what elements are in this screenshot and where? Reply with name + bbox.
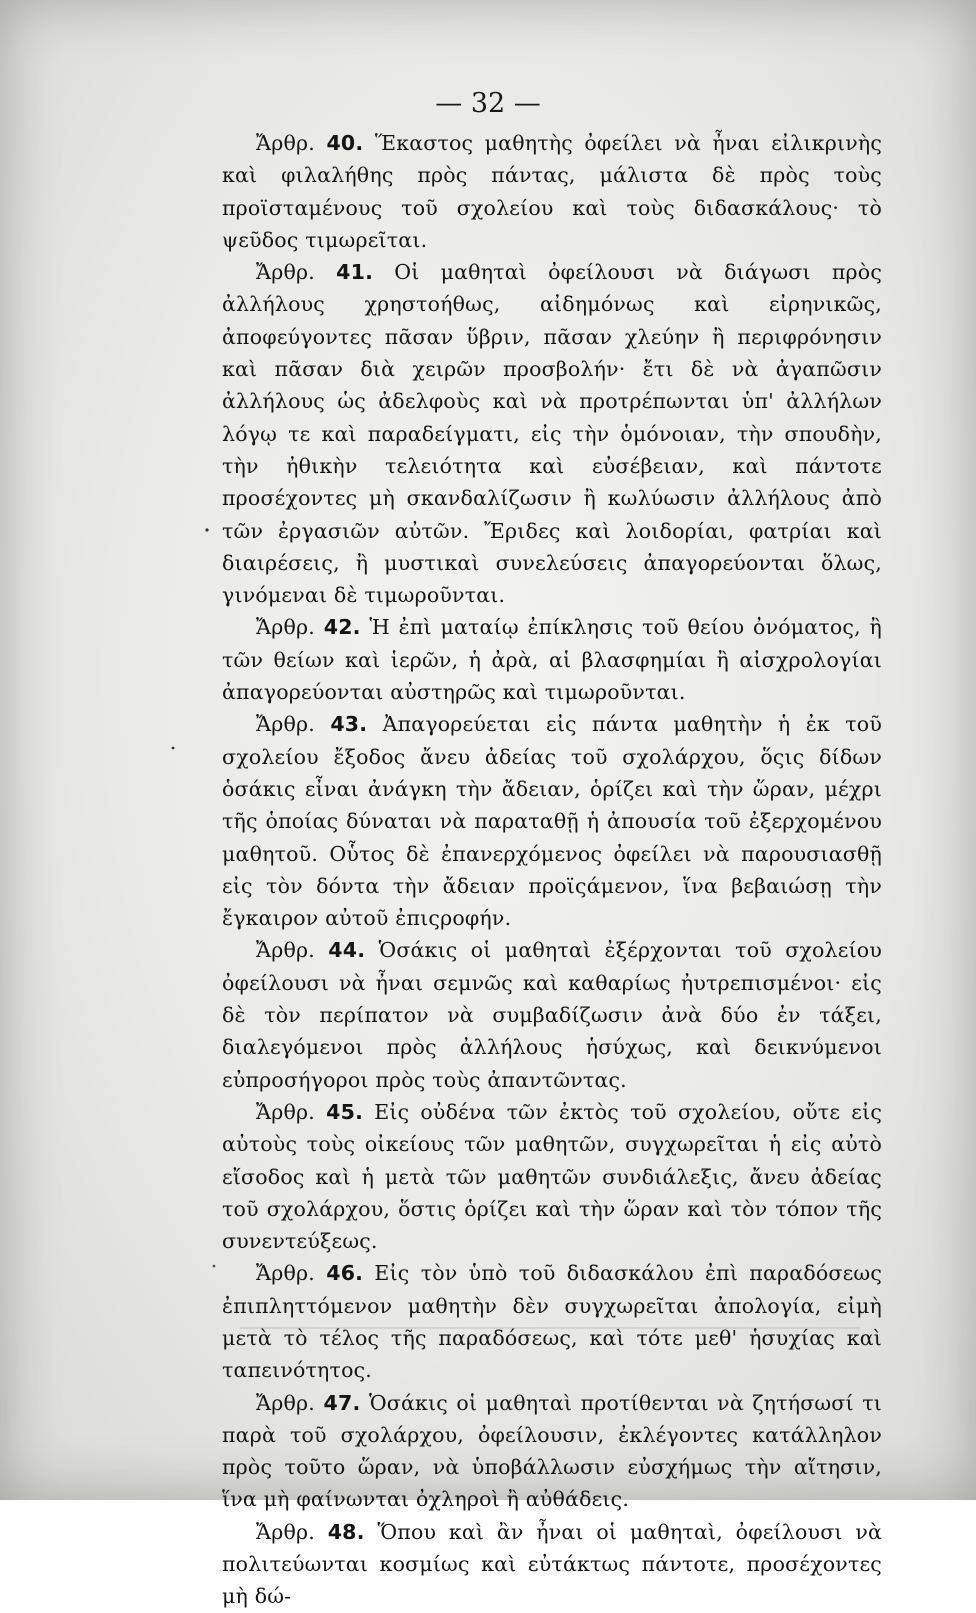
article-label: Ἄρθρ.: [256, 260, 316, 285]
article-label: Ἄρθρ.: [256, 615, 316, 640]
article-label: Ἄρθρ.: [256, 131, 316, 155]
article-body: Ἡ ἐπὶ ματαίῳ ἐπίκλησις τοῦ θείου ὀνόματος, ἢ τῶν θείων καὶ ἱερῶν, ἡ ἀρὰ, αἱ βλασφημίαι ἢ αἰσχρολογίαι ἀπαγορεύονται αὐστηρῶς καὶ τιμωροῦνται.: [222, 615, 883, 705]
article-label: Ἄρθρ.: [256, 1099, 316, 1124]
article-number: 46.: [326, 1261, 364, 1286]
article-45: [222, 1096, 882, 1257]
article-number: 40.: [326, 131, 364, 155]
margin-speck: [205, 528, 208, 531]
article-body: Οἱ μαθηταὶ ὀφείλουσι νὰ διάγωσι πρὸς ἀλλήλους χρηστοήθως, αἰδημόνως καὶ εἰρηνικῶς, ἀποφεύγοντες πᾶσαν ὕβριν, πᾶσαν χλεύην ἢ περιφρόνησιν καὶ πᾶσαν διὰ χειρῶν προσβολήν· ἔτι δὲ νὰ ἀγαπῶσιν ἀλλήλους ὡς ἀδελφοὺς καὶ νὰ προτρέπωνται ὑπ' ἀλλήλων λόγῳ τε καὶ παραδείγματι, εἰς τὴν ὁμόνοιαν, τὴν σπουδὴν, τὴν ἠθικὴν τελειότητα καὶ εὐσέβειαν, καὶ πάντοτε προσέχοντες μὴ σκανδαλίζωσιν ἢ κωλύωσιν ἀλλήλους ἀπὸ τῶν ἐργασιῶν αὐτῶν. Ἔριδες καὶ λοιδορίαι, φατρίαι καὶ διαιρέσεις, ἢ μυστικαὶ συνελεύσεις ἀπαγορεύονται ὅλως, γινόμεναι δὲ τιμωροῦνται.: [222, 260, 883, 608]
article-number: 43.: [330, 712, 368, 737]
article-42: [222, 611, 882, 708]
article-number: 48.: [327, 1519, 365, 1544]
article-body: Ὅπου καὶ ἂν ἦναι οἱ μαθηταὶ, ὀφείλουσι νὰ πολιτεύωνται κοσμίως καὶ εὐτάκτως πάντοτε, προσέχοντες μὴ δώ-: [222, 1519, 883, 1609]
article-number: 47.: [323, 1390, 361, 1415]
article-text-block: [222, 127, 882, 1613]
article-body: Ἀπαγορεύεται εἰς πάντα μαθητὴν ἡ ἐκ τοῦ σχολείου ἔξοδος ἄνευ ἀδείας τοῦ σχολάρχου, ὅςις δίδων ὁσάκις εἶναι ἀνάγκη τὴν ἄδειαν, ὁρίζει καὶ τὴν ὥραν, μέχρι τῆς ὁποίας δύναται νὰ παραταθῇ ἡ ἀπουσία τοῦ ἐξερχομένου μαθητοῦ. Οὗτος δὲ ἐπανερχόμενος ὀφείλει νὰ παρουσιασθῇ εἰς τὸν δόντα τὴν ἄδειαν προϊςάμενον, ἵνα βεβαιώσῃ τὴν ἔγκαιρον αὐτοῦ ἐπιςροφήν.: [222, 712, 883, 931]
article-43: [222, 708, 882, 934]
article-body: Εἰς τὸν ὑπὸ τοῦ διδασκάλου ἐπὶ παραδόσεως ἐπιπληττόμενον μαθητὴν δὲν συγχωρεῖται ἀπολογία, εἰμὴ μετὰ τὸ τέλος τῆς παραδόσεως, καὶ τότε μεθ' ἡσυχίας καὶ ταπεινότητος.: [222, 1261, 883, 1383]
article-body: Εἰς οὐδένα τῶν ἐκτὸς τοῦ σχολείου, οὔτε εἰς αὐτοὺς τοὺς οἰκείους τῶν μαθητῶν, συγχωρεῖται ἡ εἰς αὐτὸ εἴσοδος καὶ ἡ μετὰ τῶν μαθητῶν συνδιάλεξις, ἄνευ ἀδείας τοῦ σχολάρχου, ὅστις ὁρίζει καὶ τὴν ὥραν καὶ τὸν τόπον τῆς συνεντεύξεως.: [222, 1099, 883, 1254]
article-number: 45.: [326, 1099, 364, 1124]
article-body: Ὁσάκις οἱ μαθηταὶ ἐξέρχονται τοῦ σχολείου ὀφείλουσι νὰ ἦναι σεμνῶς καὶ καθαρίως ἠυτρεπισμένοι· εἰς δὲ τὸν περίπατον νὰ συμβαδίζωσιν ἀνὰ δύο ἐν τάξει, διαλεγόμενοι πρὸς ἀλλήλους ἡσύχως, καὶ δεικνύμενοι εὐπροσήγοροι πρὸς τοὺς ἀπαντῶντας.: [222, 938, 883, 1092]
page-number: — 32 —: [435, 88, 541, 119]
article-body: Ἕκαστος μαθητὴς ὀφείλει νὰ ἦναι εἰλικρινὴς καὶ φιλαλήθης πρὸς πάντας, μάλιστα δὲ πρὸς τοὺς προϊσταμένους τοῦ σχολείου καὶ τοὺς διδασκάλους· τὸ ψεῦδος τιμωρεῖται.: [222, 131, 883, 252]
article-label: Ἄρθρ.: [256, 938, 316, 963]
article-number: 44.: [328, 938, 366, 963]
article-48: [222, 1516, 882, 1613]
article-number: 42.: [323, 615, 361, 640]
article-44: [222, 934, 882, 1095]
article-label: Ἄρθρ.: [256, 1261, 316, 1286]
article-40: [222, 127, 882, 256]
article-label: Ἄρθρ.: [256, 712, 316, 737]
margin-speck: [213, 1265, 216, 1268]
article-label: Ἄρθρ.: [256, 1519, 316, 1544]
article-47: [222, 1387, 882, 1516]
article-label: Ἄρθρ.: [256, 1390, 316, 1415]
article-body: Ὁσάκις οἱ μαθηταὶ προτίθενται νὰ ζητήσωσί τι παρὰ τοῦ σχολάρχου, ὀφείλουσιν, ἐκλέγοντες κατάλληλον πρὸς τοῦτο ὥραν, νὰ ὑποβάλλωσιν εὐσχήμως τὴν αἴτησιν, ἵνα μὴ φαίνωνται ὀχληροὶ ἢ αὐθάδεις.: [222, 1390, 883, 1512]
article-46: [222, 1257, 882, 1386]
article-41: [222, 256, 882, 611]
margin-speck: [172, 747, 175, 750]
article-number: 41.: [336, 260, 374, 285]
